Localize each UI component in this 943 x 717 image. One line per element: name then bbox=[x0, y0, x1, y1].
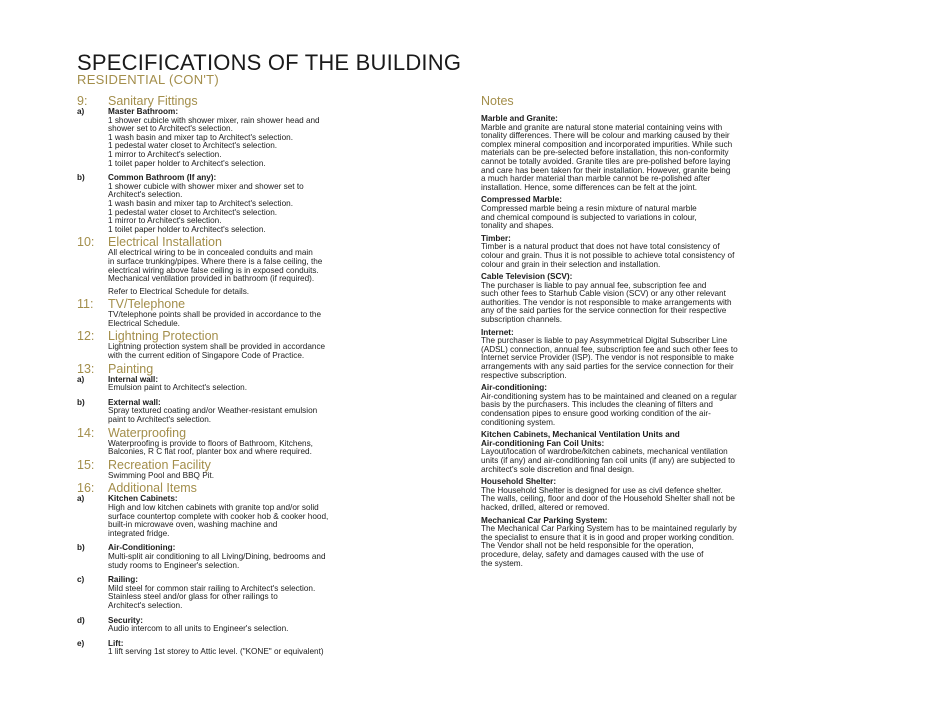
text-line: Stainless steel and/or glass for other railings to bbox=[108, 592, 278, 602]
text-line: the system. bbox=[481, 558, 523, 568]
subsection-kitchen-cabinets bbox=[77, 495, 437, 538]
section-title: Painting bbox=[108, 361, 154, 376]
subsection-common-bathroom bbox=[77, 174, 437, 234]
note-title: Mechanical Car Parking System: bbox=[481, 515, 608, 525]
text-line: hacked, drilled, altered or removed. bbox=[481, 502, 610, 512]
text-line: shower set to Architect's selection. bbox=[108, 124, 233, 134]
section-number: 14: bbox=[77, 425, 95, 440]
specifications-column bbox=[77, 93, 437, 657]
text-line: Balconies, R C flat roof, planter box and where required. bbox=[108, 447, 312, 457]
text-line: Swimming Pool and BBQ Pit. bbox=[108, 470, 215, 480]
section-electrical-installation bbox=[77, 235, 437, 296]
subsection-air-conditioning bbox=[77, 544, 437, 570]
text-line: any of the said parties for the service connection for their respective bbox=[481, 306, 727, 316]
notes-heading: Notes bbox=[481, 94, 514, 108]
text-line: subscription channels. bbox=[481, 315, 563, 325]
section-title: Electrical Installation bbox=[108, 235, 222, 250]
subsection-title: External wall: bbox=[108, 397, 161, 407]
note-cable-television bbox=[481, 273, 849, 325]
subsection-railing bbox=[77, 576, 437, 610]
section-number: 11: bbox=[77, 297, 94, 312]
subsection-lift bbox=[77, 640, 437, 657]
note-title: Marble and Granite: bbox=[481, 114, 558, 123]
text-line: complex mineral composition and incorporated impurities. While such bbox=[481, 139, 733, 149]
note-title: Internet: bbox=[481, 327, 514, 337]
text-line: The purchaser is liable to pay Assymmetrical Digital Subscriber Line bbox=[481, 336, 728, 346]
note-household-shelter bbox=[481, 478, 849, 512]
subsection-letter: b) bbox=[77, 543, 85, 553]
text-line: and care has been taken for their installation. However, granite being bbox=[481, 165, 731, 175]
text-line: 1 shower cubicle with shower mixer, rain shower head and bbox=[108, 115, 320, 125]
subsection-letter: a) bbox=[77, 374, 85, 384]
note-kitchen-cabinets bbox=[481, 431, 849, 474]
text-line: Multi-split air conditioning to all Living/Dining, bedrooms and bbox=[108, 551, 326, 561]
section-waterproofing bbox=[77, 426, 437, 457]
subsection-title: Kitchen Cabinets: bbox=[108, 494, 178, 504]
text-line: condensation pipes to ensure good working condition of the air- bbox=[481, 409, 711, 418]
text-line: materials can be pre-selected before installation, this non-conformity bbox=[481, 148, 729, 158]
text-line: The Mechanical Car Parking System has to be maintained regularly by bbox=[481, 524, 737, 534]
note-compressed-marble bbox=[481, 196, 849, 230]
text-line: Emulsion paint to Architect's selection. bbox=[108, 383, 247, 393]
note-marble-granite bbox=[481, 115, 849, 192]
note-air-conditioning bbox=[481, 384, 849, 427]
text-line: The Household Shelter is designed for use as civil defence shelter. bbox=[481, 485, 723, 495]
text-line: 1 lift serving 1st storey to Attic level. ("KONE" or equivalent) bbox=[108, 647, 324, 657]
text-line: Architect's selection. bbox=[108, 190, 183, 200]
note-mechanical-car-parking bbox=[481, 517, 849, 569]
text-line: conditioning system. bbox=[481, 417, 556, 427]
text-line: the specialist to ensure that it is in good and proper working condition. bbox=[481, 532, 735, 542]
text-line: colour and grain. Thus it is not possible to achieve total consistency of bbox=[481, 250, 735, 260]
section-sanitary-fittings bbox=[77, 94, 437, 234]
subsection-letter: d) bbox=[77, 615, 85, 625]
subsection-title: Lift: bbox=[108, 638, 124, 648]
text-line: integrated fridge. bbox=[108, 528, 170, 538]
text-line: Waterproofing is provide to floors of Bathroom, Kitchens, bbox=[108, 438, 313, 448]
text-line: 1 pedestal water closet to Architect's selection. bbox=[108, 141, 278, 151]
subsection-security bbox=[77, 617, 437, 634]
text-line: paint to Architect's selection. bbox=[108, 415, 212, 425]
section-title: Waterproofing bbox=[108, 425, 187, 440]
section-number: 16: bbox=[77, 481, 95, 496]
page-title: SPECIFICATIONS OF THE BUILDING bbox=[77, 50, 462, 75]
note-title: Timber: bbox=[481, 233, 511, 243]
section-painting bbox=[77, 362, 437, 425]
text-line: All electrical wiring to be in concealed conduits and main bbox=[108, 248, 313, 258]
section-number: 13: bbox=[77, 361, 95, 376]
subsection-master-bathroom bbox=[77, 108, 437, 168]
text-line: Spray textured coating and/or Weather-resistant emulsion bbox=[108, 406, 318, 416]
text-line: 1 toilet paper holder to Architect's selection. bbox=[108, 224, 266, 234]
subsection-letter: a) bbox=[77, 494, 85, 504]
section-number: 10: bbox=[77, 235, 95, 250]
text-line: colour and grain in their selection and installation. bbox=[481, 259, 661, 269]
text-line: 1 mirror to Architect's selection. bbox=[108, 149, 222, 159]
subsection-title: Air-Conditioning: bbox=[108, 543, 176, 553]
note-internet bbox=[481, 329, 849, 381]
text-line: built-in microwave oven, washing machine and bbox=[108, 520, 278, 530]
text-line: in surface trunking/pipes. Where there is a false ceiling, the bbox=[108, 256, 323, 266]
section-title: Recreation Facility bbox=[108, 457, 211, 472]
text-line: Internet service Provider (ISP). The vendor is not responsible to make bbox=[481, 353, 734, 363]
text-line: High and low kitchen cabinets with granite top and/or solid bbox=[108, 503, 319, 512]
note-timber bbox=[481, 235, 849, 269]
text-line: procedure, delay, safety and damages caused with the use of bbox=[481, 549, 704, 559]
note-title: Air-conditioning: bbox=[481, 383, 547, 393]
text-line: Lightning protection system shall be provided in accordance bbox=[108, 342, 326, 352]
notes-column bbox=[481, 93, 849, 568]
text-line: with the current edition of Singapore Code of Practice. bbox=[108, 351, 305, 361]
subsection-title: Master Bathroom: bbox=[108, 107, 179, 116]
text-line: such other fees to Starhub Cable vision (SCV) or any other relevant bbox=[481, 289, 726, 299]
subsection-internal-wall bbox=[77, 376, 437, 393]
text-line: Marble and granite are natural stone material containing veins with bbox=[481, 122, 723, 132]
text-line: study rooms to Engineer's selection. bbox=[108, 560, 240, 570]
text-line: TV/telephone points shall be provided in accordance to the bbox=[108, 310, 322, 320]
section-tv-telephone bbox=[77, 297, 437, 328]
subsection-title: Common Bathroom (If any): bbox=[108, 173, 217, 183]
section-title: Sanitary Fittings bbox=[108, 94, 198, 108]
text-line: basis by the purchasers. This includes the cleaning of filters and bbox=[481, 400, 713, 410]
subsection-title: Security: bbox=[108, 615, 144, 625]
note-title: Cable Television (SCV): bbox=[481, 272, 573, 282]
section-recreation-facility bbox=[77, 458, 437, 481]
text-line: tonality differences. There will be colour and marking caused by their bbox=[481, 131, 730, 141]
text-line: authorities. The vendor is not responsible to make arrangements with bbox=[481, 297, 732, 307]
note-title: Household Shelter: bbox=[481, 477, 557, 487]
text-line: electrical wiring above false ceiling is in exposed conduits. bbox=[108, 265, 319, 275]
section-number: 15: bbox=[77, 457, 95, 472]
text-line: Air-conditioning system has to be maintained and cleaned on a regular bbox=[481, 391, 737, 401]
text-line: Electrical Schedule. bbox=[108, 318, 180, 328]
section-title: TV/Telephone bbox=[108, 297, 186, 312]
text-line: Compressed marble being a resin mixture of natural marble bbox=[481, 203, 697, 213]
text-line: The Vendor shall not be held responsible for the operation, bbox=[481, 541, 694, 551]
text-line: 1 shower cubicle with shower mixer and shower set to bbox=[108, 181, 304, 191]
text-line: respective subscription. bbox=[481, 370, 567, 380]
section-title: Lightning Protection bbox=[108, 329, 219, 344]
text-line: arrangements with any said parties for the service connection for their bbox=[481, 362, 734, 372]
subsection-letter: a) bbox=[77, 107, 85, 116]
text-line: a much harder material than marble cannot be re-polished after bbox=[481, 174, 711, 184]
subsection-letter: b) bbox=[77, 397, 85, 407]
text-line: 1 pedestal water closet to Architect's selection. bbox=[108, 207, 278, 217]
text-line: architect's sole discretion and final design. bbox=[481, 464, 635, 474]
text-line: cannot be totally avoided. Granite tiles are pre-polished before laying bbox=[481, 156, 731, 166]
text-line: installation. Hence, some differences can be felt at the joint. bbox=[481, 182, 698, 192]
text-line: Audio intercom to all units to Engineer's selection. bbox=[108, 624, 289, 634]
note-title: Compressed Marble: bbox=[481, 195, 562, 205]
note-title: Air-conditioning Fan Coil Units: bbox=[481, 438, 605, 448]
text-line: surface countertop complete with cooker hob & cooker hood, bbox=[108, 511, 329, 521]
text-line: Timber is a natural product that does not have total consistency of bbox=[481, 242, 720, 252]
subsection-letter: b) bbox=[77, 173, 85, 183]
text-line: tonality and shapes. bbox=[481, 221, 554, 231]
subsection-title: Internal wall: bbox=[108, 374, 159, 384]
subsection-title: Railing: bbox=[108, 575, 139, 585]
text-line: Architect's selection. bbox=[108, 600, 183, 610]
subsection-letter: c) bbox=[77, 575, 85, 585]
text-line: 1 mirror to Architect's selection. bbox=[108, 216, 222, 226]
section-title: Additional Items bbox=[108, 481, 197, 496]
text-line: 1 wash basin and mixer tap to Architect's selection. bbox=[108, 132, 293, 142]
text-line: Mild steel for common stair railing to Architect's selection. bbox=[108, 583, 316, 593]
page-subtitle: RESIDENTIAL (CON'T) bbox=[77, 72, 220, 87]
text-line: Refer to Electrical Schedule for details. bbox=[108, 286, 250, 296]
text-line: Mechanical ventilation provided in bathroom (if required). bbox=[108, 274, 315, 284]
text-line: The purchaser is liable to pay annual fee, subscription fee and bbox=[481, 280, 707, 290]
section-number: 12: bbox=[77, 329, 95, 344]
subsection-external-wall bbox=[77, 399, 437, 425]
text-line: 1 toilet paper holder to Architect's selection. bbox=[108, 158, 266, 168]
text-line: Layout/location of wardrobe/kitchen cabinets, mechanical ventilation bbox=[481, 447, 728, 457]
section-number: 9: bbox=[77, 94, 88, 108]
section-additional-items bbox=[77, 481, 437, 657]
note-title: Kitchen Cabinets, Mechanical Ventilation Units and bbox=[481, 430, 680, 440]
text-line: (ADSL) connection, annual fee, subscription fee and such other fees to bbox=[481, 344, 738, 354]
subsection-letter: e) bbox=[77, 638, 85, 648]
text-line: units (if any) and air-conditioning fan coil units (if any) are subjected to bbox=[481, 455, 735, 465]
section-lightning-protection bbox=[77, 329, 437, 360]
text-line: and chemical compound is subjected to variations in colour, bbox=[481, 212, 697, 222]
text-line: 1 wash basin and mixer tap to Architect's selection. bbox=[108, 198, 293, 208]
text-line: The walls, ceiling, floor and door of the Household Shelter shall not be bbox=[481, 494, 735, 504]
